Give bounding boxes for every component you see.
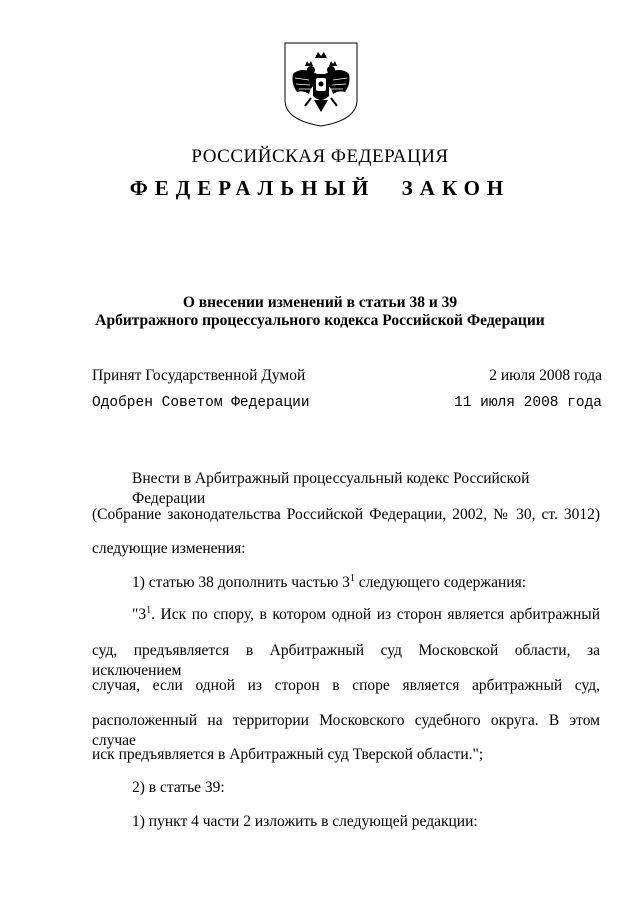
- approved-label: Одобрен Советом Федерации: [92, 395, 310, 411]
- amendment-subitem-1: 1) пункт 4 части 2 изложить в следующей редакции:: [132, 813, 478, 830]
- law-type-heading: ФЕДЕРАЛЬНЫЙ ЗАКОН: [129, 176, 511, 200]
- body-line-2: (Собрание законодательства Российской Федерации, 2002, № 30, ст. 3012): [92, 506, 600, 523]
- quote-line-1: [92, 605, 600, 625]
- body-line-1: Внести в Арбитражный процессуальный кодекс Российской Федерации: [132, 470, 530, 507]
- adopted-label: Принят Государственной Думой: [92, 367, 306, 384]
- body-line-3: следующие изменения:: [92, 540, 246, 557]
- quote-sup: 1: [146, 605, 152, 616]
- quote-line-4: расположенный на территории Московского судебного округа. В этом случае: [92, 712, 600, 749]
- country-heading: РОССИЙСКАЯ ФЕДЕРАЦИЯ: [191, 146, 449, 167]
- adopted-date: 2 июля 2008 года: [489, 367, 602, 384]
- item-1-text: 1) статью 38 дополнить частью 3: [132, 574, 350, 591]
- law-title: [0, 294, 640, 330]
- quote-text: . Иск по спору, в котором одной из сторон является арбитражный: [151, 606, 600, 623]
- quote-line-2: суд, предъявляется в Арбитражный суд Московской области, за исключением: [92, 642, 600, 679]
- law-title-line-1: О внесении изменений в статьи 38 и 39: [182, 294, 458, 311]
- item-1-sup: 1: [349, 573, 355, 584]
- approved-date: 11 июля 2008 года: [454, 395, 602, 411]
- quote-line-3: случая, если одной из сторон в споре является арбитражный суд,: [92, 677, 600, 694]
- amendment-item-2: 2) в статье 39:: [132, 779, 225, 796]
- amendment-item-1: [92, 573, 600, 593]
- law-title-line-2: Арбитражного процессуального кодекса Российской Федерации: [95, 312, 545, 329]
- item-1-text-end: следующего содержания:: [354, 574, 527, 591]
- quote-open: "3: [132, 606, 147, 623]
- quote-line-5: иск предъявляется в Арбитражный суд Тверской области.";: [92, 746, 484, 763]
- coat-of-arms-emblem: [281, 40, 361, 128]
